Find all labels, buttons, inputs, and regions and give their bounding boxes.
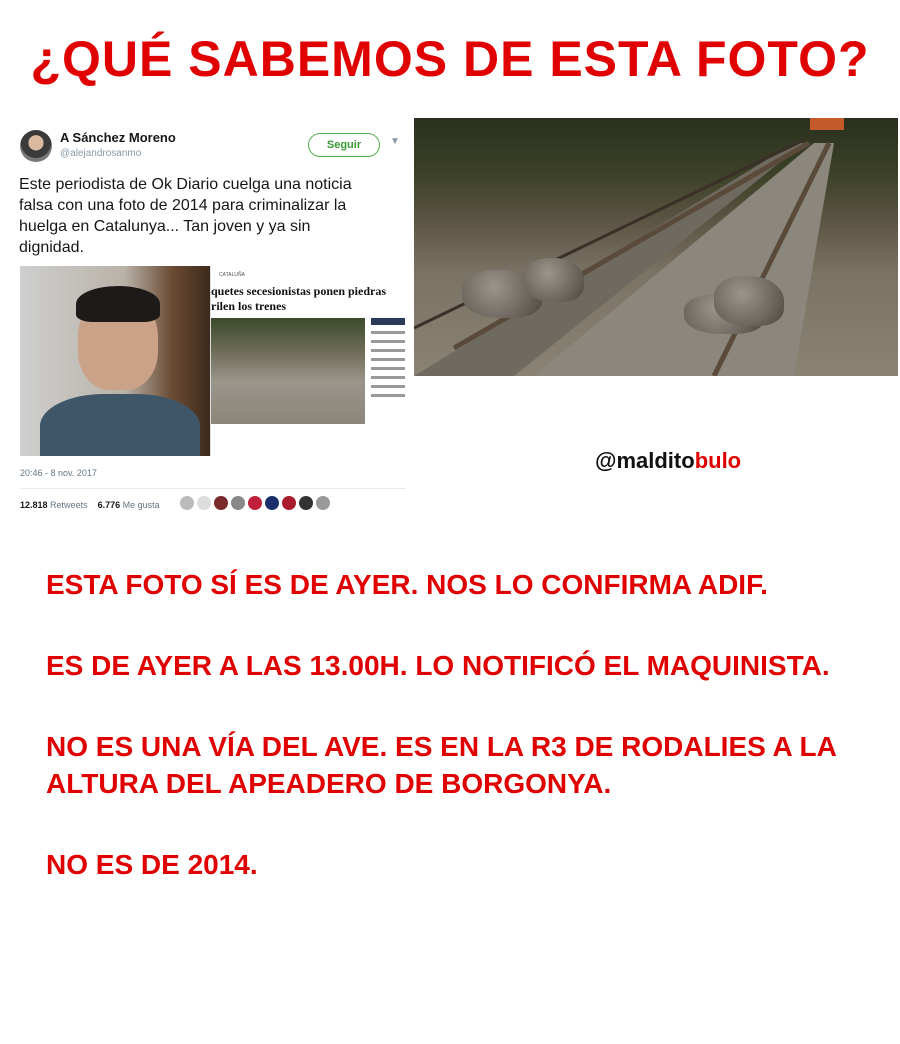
tweet-card bbox=[14, 118, 406, 522]
divider bbox=[20, 488, 406, 489]
liker-avatars[interactable] bbox=[180, 494, 333, 514]
tweet-timestamp: 20:46 - 8 nov. 2017 bbox=[20, 468, 97, 478]
paragraph: ESTA FOTO SÍ ES DE AYER. NOS LO CONFIRMA ADIF. bbox=[46, 569, 768, 600]
article-screenshot[interactable] bbox=[210, 266, 407, 456]
article-sidebar bbox=[371, 318, 405, 438]
retweets-label[interactable]: Retweets bbox=[50, 500, 88, 510]
brand-prefix: @maldito bbox=[595, 448, 695, 473]
paragraph: NO ES DE 2014. bbox=[46, 849, 258, 880]
retweets-count[interactable]: 12.818 bbox=[20, 500, 48, 510]
rail-photo[interactable] bbox=[414, 118, 898, 376]
brand-handle bbox=[595, 448, 741, 474]
avatar[interactable] bbox=[20, 130, 52, 162]
paragraph: ES DE AYER A LAS 13.00H. LO NOTIFICÓ EL MAQUINISTA. bbox=[46, 650, 830, 681]
selfie-image[interactable] bbox=[20, 266, 210, 456]
page-title: ¿QUÉ SABEMOS DE ESTA FOTO? bbox=[30, 31, 870, 87]
likes-label[interactable]: Me gusta bbox=[122, 500, 160, 510]
paragraph: NO ES UNA VÍA DEL AVE. ES EN LA R3 DE RODALIES A LA ALTURA DEL APEADERO DE BORGONYA. bbox=[46, 731, 836, 799]
follow-button[interactable]: Seguir bbox=[308, 133, 380, 157]
tweet-stats bbox=[20, 500, 160, 510]
tweet-text: Este periodista de Ok Diario cuelga una noticia falsa con una foto de 2014 para criminalizar la huelga en Catalunya... Tan joven y ya sin dignidad. bbox=[19, 176, 352, 256]
chevron-down-icon[interactable]: ▼ bbox=[390, 136, 400, 147]
article-section: CATALUÑA bbox=[219, 272, 245, 278]
brand-suffix: bulo bbox=[694, 448, 742, 473]
fact-check-text bbox=[46, 566, 866, 927]
article-headline: quetes secesionistas ponen piedras rilen los trenes bbox=[211, 284, 387, 313]
likes-count[interactable]: 6.776 bbox=[97, 500, 121, 510]
rail-track-drawing bbox=[414, 118, 898, 376]
article-photo bbox=[211, 318, 365, 424]
tweet-author-name[interactable]: A Sánchez Moreno bbox=[60, 130, 176, 145]
tweet-author-handle[interactable]: @alejandrosanmo bbox=[60, 148, 142, 159]
